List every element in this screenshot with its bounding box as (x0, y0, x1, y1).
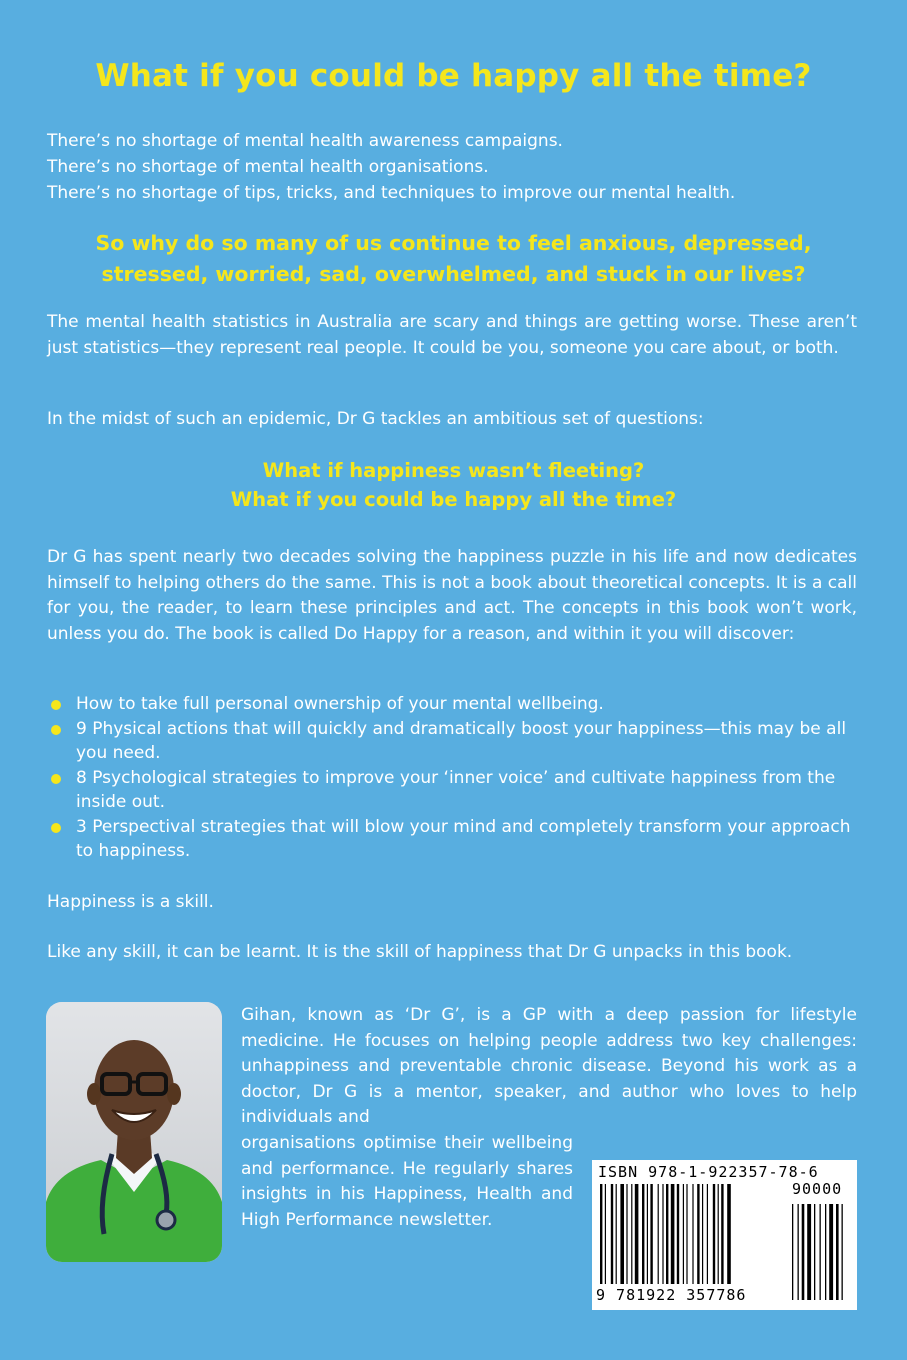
list-item (47, 717, 867, 766)
skill-paragraph: Like any skill, it can be learnt. It is the skill of happiness that Dr G unpacks in this book. (47, 942, 793, 962)
author-bio-continued: organisations optimise their wellbeing and performance. He regularly shares insights in his Happiness, Health and High Performance newsletter. (241, 1133, 573, 1230)
ambitious-question-line: What if happiness wasn’t fleeting? (262, 459, 645, 482)
bullet-dot-icon (51, 725, 61, 735)
intro-line: There’s no shortage of mental health organisations. (47, 157, 489, 177)
headline: What if you could be happy all the time? (95, 58, 812, 94)
author-bio: Gihan, known as ‘Dr G’, is a GP with a deep passion for lifestyle medicine. He focuses on helping people address two key challenges: unhappiness and preventable chronic disease. Beyond his work as a doctor, Dr G is a mentor, speaker, and author who loves to help individuals and (241, 1005, 857, 1127)
list-item-text: 9 Physical actions that will quickly and dramatically boost your happiness—this may be all you need. (76, 718, 847, 763)
ambitious-questions (40, 456, 867, 514)
intro-line: There’s no shortage of mental health awareness campaigns. (47, 131, 563, 151)
list-item (47, 815, 867, 864)
epidemic-paragraph: In the midst of such an epidemic, Dr G tackles an ambitious set of questions: (47, 409, 704, 429)
statistics-paragraph: The mental health statistics in Australia are scary and things are getting worse. These aren’t just statistics—they represent real people. It could be you, someone you care about, or both. (47, 312, 857, 358)
bullet-dot-icon (51, 774, 61, 784)
key-question (40, 228, 867, 290)
discover-list (47, 692, 867, 864)
key-question-line: stressed, worried, sad, overwhelmed, and stuck in our lives? (101, 262, 806, 286)
isbn-barcode (592, 1160, 857, 1310)
ean-number: 9 781922 357786 (596, 1286, 747, 1304)
author-journey-paragraph: Dr G has spent nearly two decades solving the happiness puzzle in his life and now dedicates himself to helping others do the same. This is not a book about theoretical concepts. It is a call for you, the reader, to learn these principles and act. The concepts in this book won’t work, unless you do. The book is called Do Happy for a reason, and within it you will discover: (47, 547, 857, 644)
author-photo (46, 1002, 222, 1262)
list-item (47, 692, 867, 717)
list-item-text: 3 Perspectival strategies that will blow your mind and completely transform your approach to happiness. (76, 816, 851, 861)
price-code: 90000 (792, 1180, 843, 1198)
bullet-dot-icon (51, 700, 61, 710)
list-item-text: How to take full personal ownership of your mental wellbeing. (76, 694, 604, 714)
intro-line: There’s no shortage of tips, tricks, and techniques to improve our mental health. (47, 183, 736, 203)
ambitious-question-line: What if you could be happy all the time? (230, 488, 677, 511)
author-portrait-illustration (46, 1002, 222, 1262)
skill-statement: Happiness is a skill. (47, 892, 214, 912)
list-item-text: 8 Psychological strategies to improve your ‘inner voice’ and cultivate happiness from the inside out. (76, 767, 836, 812)
list-item (47, 766, 867, 815)
key-question-line: So why do so many of us continue to feel anxious, depressed, (95, 231, 812, 255)
bullet-dot-icon (51, 823, 61, 833)
intro-lines (47, 128, 867, 206)
isbn-number: ISBN 978-1-922357-78-6 (598, 1163, 819, 1181)
